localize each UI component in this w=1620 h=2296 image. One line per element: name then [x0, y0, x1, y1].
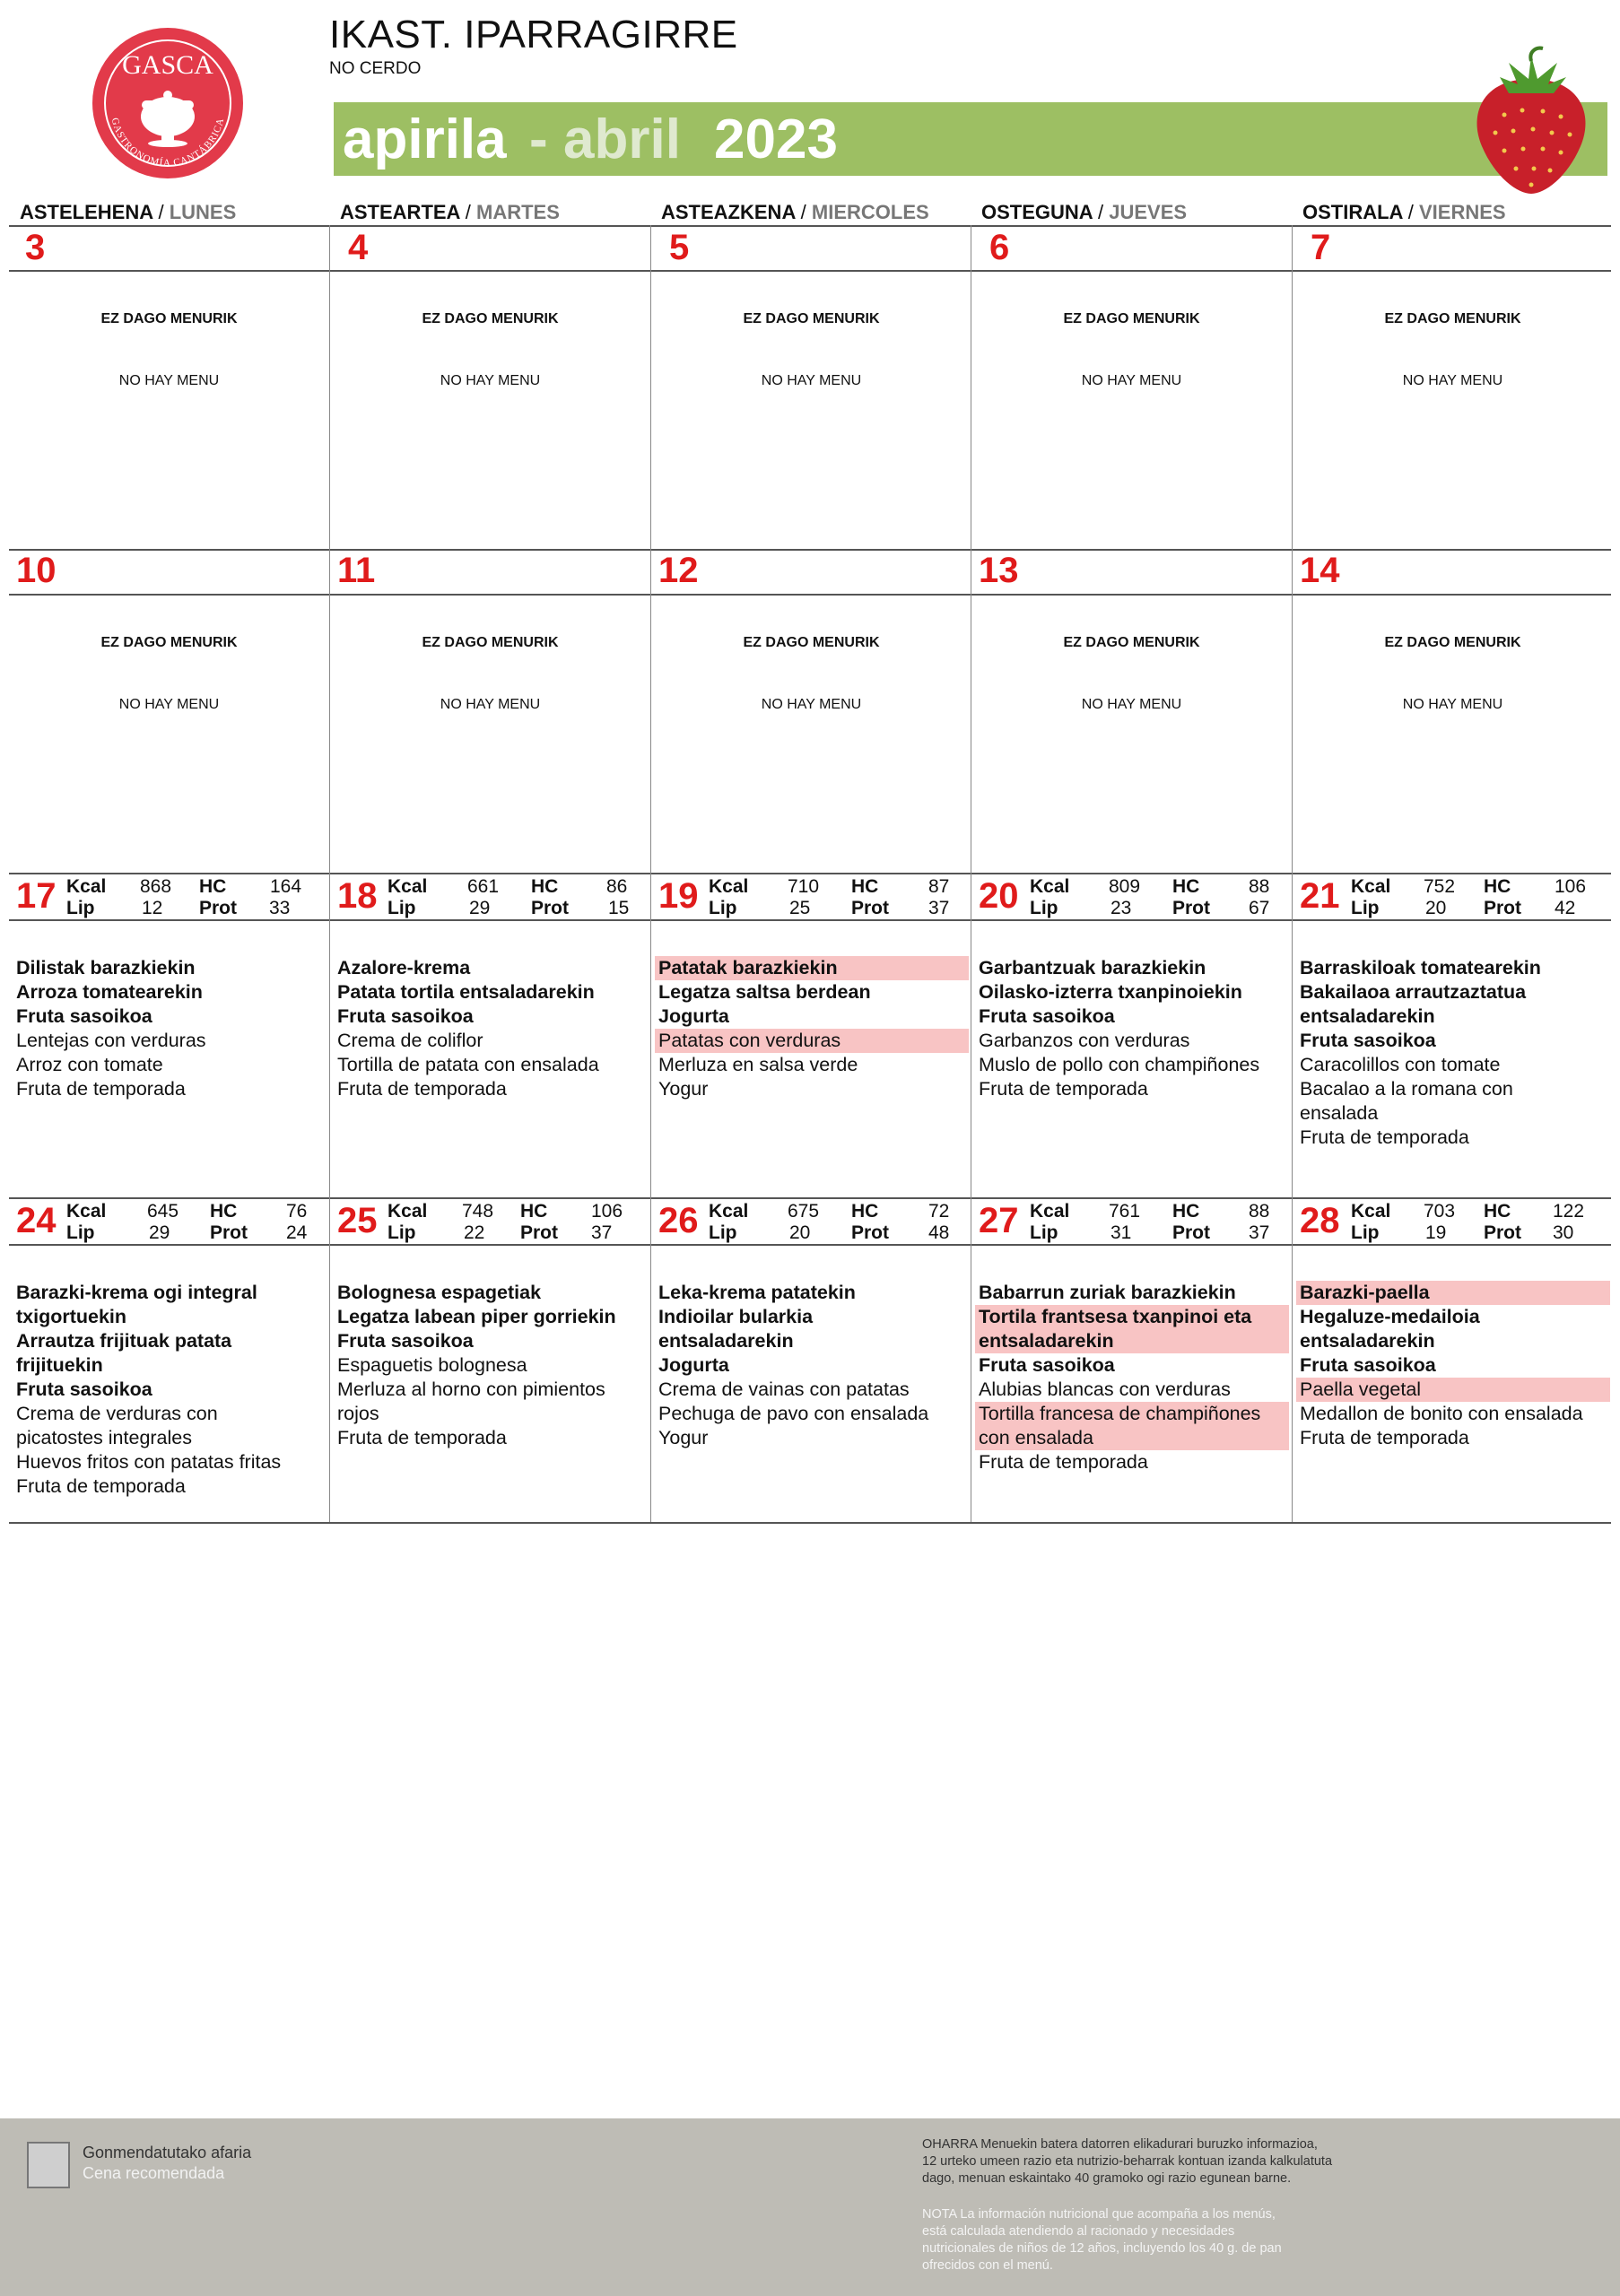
day-header-monday: ASTELEHENA / LUNES	[20, 201, 237, 223]
hc-value: 106	[1555, 876, 1587, 897]
no-menu-eu: EZ DAGO MENURIK	[1384, 311, 1521, 326]
gasca-logo	[88, 27, 248, 179]
menu-line: Jogurta	[658, 1005, 729, 1027]
menu-day-24	[13, 1281, 327, 1499]
month-eu: apirila	[343, 109, 507, 170]
grid-column-line	[329, 225, 330, 1522]
menu-day-19	[655, 956, 969, 1101]
hc-label: HC	[210, 1201, 238, 1222]
menu-line: Bolognesa espagetiak	[337, 1282, 542, 1303]
kcal-value: 661	[467, 876, 500, 897]
kcal-label: Kcal	[66, 876, 107, 897]
lip-label: Lip	[709, 1222, 737, 1243]
hc-label: HC	[1484, 876, 1511, 897]
menu-line: ensalada	[1300, 1102, 1379, 1124]
lip-value: 23	[1110, 898, 1132, 918]
menu-line-highlighted: Patatas con verduras	[655, 1029, 969, 1053]
day-number: 6	[989, 228, 1010, 267]
menu-line: Garbanzos con verduras	[979, 1030, 1190, 1051]
menu-line: Medallon de bonito con ensalada	[1300, 1403, 1583, 1424]
svg-text:GASCA: GASCA	[122, 50, 213, 80]
menu-line: Lentejas con verduras	[16, 1030, 206, 1051]
month-separator: -	[529, 109, 548, 170]
grid-line	[9, 594, 1611, 596]
menu-line: entsaladarekin	[1300, 1005, 1435, 1027]
prot-label: Prot	[1484, 1222, 1521, 1243]
menu-line: entsaladarekin	[658, 1330, 794, 1352]
lip-value: 20	[1425, 898, 1447, 918]
menu-line: picatostes integrales	[16, 1427, 192, 1448]
menu-line: Fruta sasoikoa	[16, 1378, 152, 1400]
menu-subtitle: NO CERDO	[329, 59, 422, 78]
day-number: 25	[337, 1201, 378, 1240]
menu-line: Merluza al horno con pimientos	[337, 1378, 605, 1400]
lip-value: 25	[789, 898, 811, 918]
menu-line: Bakailaoa arrautzaztatua	[1300, 981, 1527, 1003]
grid-line	[9, 270, 1611, 272]
no-menu-es: NO HAY MENU	[1081, 373, 1182, 388]
hc-label: HC	[1172, 876, 1200, 897]
kcal-value: 710	[788, 876, 820, 897]
lip-label: Lip	[66, 1222, 95, 1243]
no-menu-eu: EZ DAGO MENURIK	[100, 635, 238, 650]
menu-line: Yogur	[658, 1427, 709, 1448]
prot-label: Prot	[531, 898, 569, 918]
menu-line: Muslo de pollo con champiñones	[979, 1054, 1260, 1075]
kcal-value: 645	[147, 1201, 179, 1222]
menu-line: Caracolillos con tomate	[1300, 1054, 1501, 1075]
menu-line-highlighted: con ensalada	[975, 1426, 1289, 1450]
prot-value: 30	[1553, 1222, 1574, 1243]
no-menu-eu: EZ DAGO MENURIK	[100, 311, 238, 326]
day-number: 14	[1300, 551, 1340, 590]
menu-line: Arroz con tomate	[16, 1054, 163, 1075]
legend-swatch	[27, 2142, 70, 2188]
hc-label: HC	[851, 876, 879, 897]
hc-label: HC	[199, 876, 227, 897]
kcal-label: Kcal	[1351, 876, 1391, 897]
hc-label: HC	[1172, 1201, 1200, 1222]
lip-value: 29	[149, 1222, 170, 1243]
menu-line: Barraskiloak tomatearekin	[1300, 957, 1541, 978]
no-menu-es: NO HAY MENU	[1402, 373, 1503, 388]
hc-value: 164	[270, 876, 302, 897]
menu-line: Crema de verduras con	[16, 1403, 218, 1424]
day-number: 26	[658, 1201, 699, 1240]
kcal-value: 748	[462, 1201, 494, 1222]
menu-line: Crema de vainas con patatas	[658, 1378, 910, 1400]
no-menu-es: NO HAY MENU	[118, 697, 220, 712]
kcal-value: 675	[788, 1201, 820, 1222]
menu-line: Fruta de temporada	[979, 1451, 1148, 1473]
day-number: 28	[1300, 1201, 1340, 1240]
lip-label: Lip	[66, 898, 95, 918]
hc-value: 72	[928, 1201, 950, 1222]
menu-line: Azalore-krema	[337, 957, 471, 978]
menu-line: Hegaluze-medailoia	[1300, 1306, 1480, 1327]
prot-label: Prot	[210, 1222, 248, 1243]
menu-line: Legatza saltsa berdean	[658, 981, 871, 1003]
kcal-value: 752	[1424, 876, 1456, 897]
day-number: 7	[1311, 228, 1331, 267]
menu-line: Arrautza frijituak patata	[16, 1330, 232, 1352]
grid-column-line	[1292, 225, 1293, 1522]
grid-line	[9, 1197, 1611, 1199]
kcal-value: 809	[1109, 876, 1141, 897]
prot-value: 33	[269, 898, 291, 918]
note-eu	[922, 2136, 1389, 2187]
kcal-label: Kcal	[1030, 876, 1070, 897]
day-number: 27	[979, 1201, 1019, 1240]
menu-line: Oilasko-izterra txanpinoiekin	[979, 981, 1242, 1003]
note-line: NOTA La información nutricional que acompaña a los menús,	[922, 2207, 1276, 2222]
legend-label-es: Cena recomendada	[83, 2164, 225, 2182]
menu-line: Fruta de temporada	[337, 1427, 507, 1448]
note-line: nutricionales de niños de 12 años, incluyendo los 40 g. de pan	[922, 2241, 1282, 2256]
kcal-label: Kcal	[66, 1201, 107, 1222]
note-line: dago, menuan eskaintako 40 gramoko ogi razio egunean barne.	[922, 2171, 1292, 2186]
hc-value: 88	[1249, 876, 1270, 897]
menu-day-17	[13, 956, 327, 1101]
menu-line: Leka-krema patatekin	[658, 1282, 856, 1303]
no-menu-es: NO HAY MENU	[440, 697, 541, 712]
lip-value: 12	[142, 898, 163, 918]
prot-label: Prot	[199, 898, 237, 918]
kcal-label: Kcal	[388, 1201, 428, 1222]
note-line: ofrecidos con el menú.	[922, 2258, 1053, 2273]
lip-label: Lip	[388, 1222, 416, 1243]
hc-value: 88	[1249, 1201, 1270, 1222]
day-number: 10	[16, 551, 57, 590]
menu-line: Huevos fritos con patatas fritas	[16, 1451, 282, 1473]
lip-label: Lip	[388, 898, 416, 918]
grid-line	[9, 549, 1611, 551]
kcal-value: 703	[1424, 1201, 1456, 1222]
menu-line: Fruta de temporada	[337, 1078, 507, 1100]
prot-value: 24	[286, 1222, 308, 1243]
day-number: 18	[337, 876, 378, 916]
day-number: 4	[348, 228, 369, 267]
menu-line: Indioilar bularkia	[658, 1306, 814, 1327]
day-number: 20	[979, 876, 1019, 916]
prot-value: 67	[1249, 898, 1270, 918]
hc-value: 106	[591, 1201, 623, 1222]
hc-label: HC	[531, 876, 559, 897]
prot-label: Prot	[1172, 898, 1210, 918]
grid-column-line	[650, 225, 651, 1522]
menu-line: Fruta sasoikoa	[979, 1354, 1115, 1376]
menu-line: Patata tortila entsaladarekin	[337, 981, 595, 1003]
day-header-friday: OSTIRALA / VIERNES	[1302, 201, 1506, 223]
lip-label: Lip	[1030, 1222, 1058, 1243]
kcal-value: 761	[1109, 1201, 1141, 1222]
menu-line-highlighted: Tortilla francesa de champiñones	[975, 1402, 1289, 1426]
hc-label: HC	[520, 1201, 548, 1222]
menu-line: Crema de coliflor	[337, 1030, 483, 1051]
day-header-wednesday: ASTEAZKENA / MIERCOLES	[661, 201, 929, 223]
menu-line-highlighted: Patatak barazkiekin	[655, 956, 969, 980]
day-number: 11	[337, 551, 376, 590]
menu-day-27	[975, 1281, 1289, 1474]
prot-label: Prot	[851, 898, 889, 918]
menu-line: Fruta de temporada	[16, 1475, 186, 1497]
no-menu-eu: EZ DAGO MENURIK	[1063, 635, 1200, 650]
kcal-label: Kcal	[1351, 1201, 1391, 1222]
grid-line	[9, 1244, 1611, 1246]
menu-day-25	[334, 1281, 648, 1450]
menu-line: Barazki-krema ogi integral	[16, 1282, 257, 1303]
prot-value: 37	[1249, 1222, 1270, 1243]
menu-day-28	[1296, 1281, 1610, 1450]
menu-line: Dilistak barazkiekin	[16, 957, 196, 978]
menu-line: Pechuga de pavo con ensalada	[658, 1403, 929, 1424]
day-header-thursday: OSTEGUNA / JUEVES	[981, 201, 1188, 223]
no-menu-es: NO HAY MENU	[761, 373, 862, 388]
note-es	[922, 2206, 1344, 2274]
menu-line: txigortuekin	[16, 1306, 127, 1327]
menu-line: Fruta sasoikoa	[1300, 1030, 1436, 1051]
month-banner	[334, 102, 1607, 176]
menu-line: Tortilla de patata con ensalada	[337, 1054, 599, 1075]
lip-label: Lip	[1351, 1222, 1380, 1243]
prot-label: Prot	[1484, 898, 1521, 918]
menu-line: Garbantzuak barazkiekin	[979, 957, 1206, 978]
day-number: 19	[658, 876, 699, 916]
menu-line: Legatza labean piper gorriekin	[337, 1306, 616, 1327]
prot-value: 48	[928, 1222, 950, 1243]
kcal-label: Kcal	[709, 1201, 749, 1222]
menu-line: Alubias blancas con verduras	[979, 1378, 1231, 1400]
strawberry-icon	[1464, 43, 1598, 196]
day-number: 21	[1300, 876, 1340, 916]
menu-line: Fruta de temporada	[16, 1078, 186, 1100]
no-menu-es: NO HAY MENU	[440, 373, 541, 388]
no-menu-eu: EZ DAGO MENURIK	[1063, 311, 1200, 326]
day-number: 5	[669, 228, 690, 267]
kcal-label: Kcal	[388, 876, 428, 897]
prot-label: Prot	[851, 1222, 889, 1243]
lip-label: Lip	[1351, 898, 1380, 918]
menu-line: rojos	[337, 1403, 379, 1424]
day-number: 17	[16, 876, 57, 916]
menu-line: entsaladarekin	[1300, 1330, 1435, 1352]
lip-label: Lip	[1030, 898, 1058, 918]
menu-day-26	[655, 1281, 969, 1450]
menu-line: Fruta de temporada	[1300, 1126, 1469, 1148]
day-number: 3	[25, 228, 46, 267]
lip-value: 31	[1110, 1222, 1132, 1243]
menu-line: Espaguetis bolognesa	[337, 1354, 527, 1376]
no-menu-es: NO HAY MENU	[1402, 697, 1503, 712]
note-line: está calculada atendiendo al racionado y necesidades	[922, 2224, 1235, 2239]
grid-line	[9, 873, 1611, 874]
hc-value: 86	[606, 876, 628, 897]
lip-value: 22	[464, 1222, 485, 1243]
note-line: 12 urteko umeen razio eta nutrizio-beharrak kontuan izanda kalkulatuta	[922, 2154, 1333, 2169]
menu-line: Yogur	[658, 1078, 709, 1100]
menu-line: Fruta sasoikoa	[337, 1330, 474, 1352]
prot-value: 37	[591, 1222, 613, 1243]
hc-label: HC	[851, 1201, 879, 1222]
kcal-label: Kcal	[709, 876, 749, 897]
prot-value: 15	[608, 898, 630, 918]
svg-text:GASTRONOMÍA CANTÁBRICA: GASTRONOMÍA CANTÁBRICA	[109, 117, 227, 170]
kcal-label: Kcal	[1030, 1201, 1070, 1222]
menu-line-highlighted: Tortila frantsesa txanpinoi eta	[975, 1305, 1289, 1329]
no-menu-es: NO HAY MENU	[761, 697, 862, 712]
menu-line-highlighted: Paella vegetal	[1296, 1378, 1610, 1402]
no-menu-eu: EZ DAGO MENURIK	[1384, 635, 1521, 650]
hc-value: 122	[1553, 1201, 1585, 1222]
no-menu-eu: EZ DAGO MENURIK	[422, 311, 559, 326]
prot-value: 37	[928, 898, 950, 918]
grid-line	[9, 919, 1611, 921]
menu-line: Jogurta	[658, 1354, 729, 1376]
menu-line: Fruta sasoikoa	[337, 1005, 474, 1027]
menu-line: Fruta de temporada	[979, 1078, 1148, 1100]
menu-line-highlighted: Barazki-paella	[1296, 1281, 1610, 1305]
lip-value: 19	[1425, 1222, 1447, 1243]
no-menu-es: NO HAY MENU	[1081, 697, 1182, 712]
hc-value: 76	[286, 1201, 308, 1222]
lip-value: 20	[789, 1222, 811, 1243]
no-menu-eu: EZ DAGO MENURIK	[743, 311, 880, 326]
month-es: abril	[563, 109, 681, 170]
lip-value: 29	[469, 898, 491, 918]
menu-day-20	[975, 956, 1289, 1101]
no-menu-es: NO HAY MENU	[118, 373, 220, 388]
year: 2023	[714, 109, 838, 170]
menu-line: Fruta sasoikoa	[16, 1005, 152, 1027]
menu-day-18	[334, 956, 648, 1101]
lip-label: Lip	[709, 898, 737, 918]
kcal-value: 868	[140, 876, 172, 897]
hc-label: HC	[1484, 1201, 1511, 1222]
day-number: 13	[979, 551, 1019, 590]
prot-label: Prot	[1172, 1222, 1210, 1243]
no-menu-eu: EZ DAGO MENURIK	[743, 635, 880, 650]
grid-line	[9, 225, 1611, 227]
menu-line: Babarrun zuriak barazkiekin	[979, 1282, 1236, 1303]
menu-day-21	[1296, 956, 1610, 1150]
day-number: 24	[16, 1201, 57, 1240]
menu-line: Fruta sasoikoa	[1300, 1354, 1436, 1376]
hc-value: 87	[928, 876, 950, 897]
day-number: 12	[658, 551, 699, 590]
prot-value: 42	[1555, 898, 1576, 918]
prot-label: Prot	[520, 1222, 558, 1243]
menu-line-highlighted: entsaladarekin	[975, 1329, 1289, 1353]
day-header-tuesday: ASTEARTEA / MARTES	[340, 201, 560, 223]
menu-line: frijituekin	[16, 1354, 103, 1376]
note-line: OHARRA Menuekin batera datorren elikadurari buruzko informazioa,	[922, 2137, 1318, 2152]
grid-line	[9, 1522, 1611, 1524]
menu-line: Merluza en salsa verde	[658, 1054, 858, 1075]
school-name: IKAST. IPARRAGIRRE	[329, 13, 738, 57]
menu-line: Fruta sasoikoa	[979, 1005, 1115, 1027]
legend-label-eu: Gonmendatutako afaria	[83, 2144, 252, 2161]
menu-line: Fruta de temporada	[1300, 1427, 1469, 1448]
menu-line: Arroza tomatearekin	[16, 981, 203, 1003]
menu-line: Bacalao a la romana con	[1300, 1078, 1513, 1100]
no-menu-eu: EZ DAGO MENURIK	[422, 635, 559, 650]
